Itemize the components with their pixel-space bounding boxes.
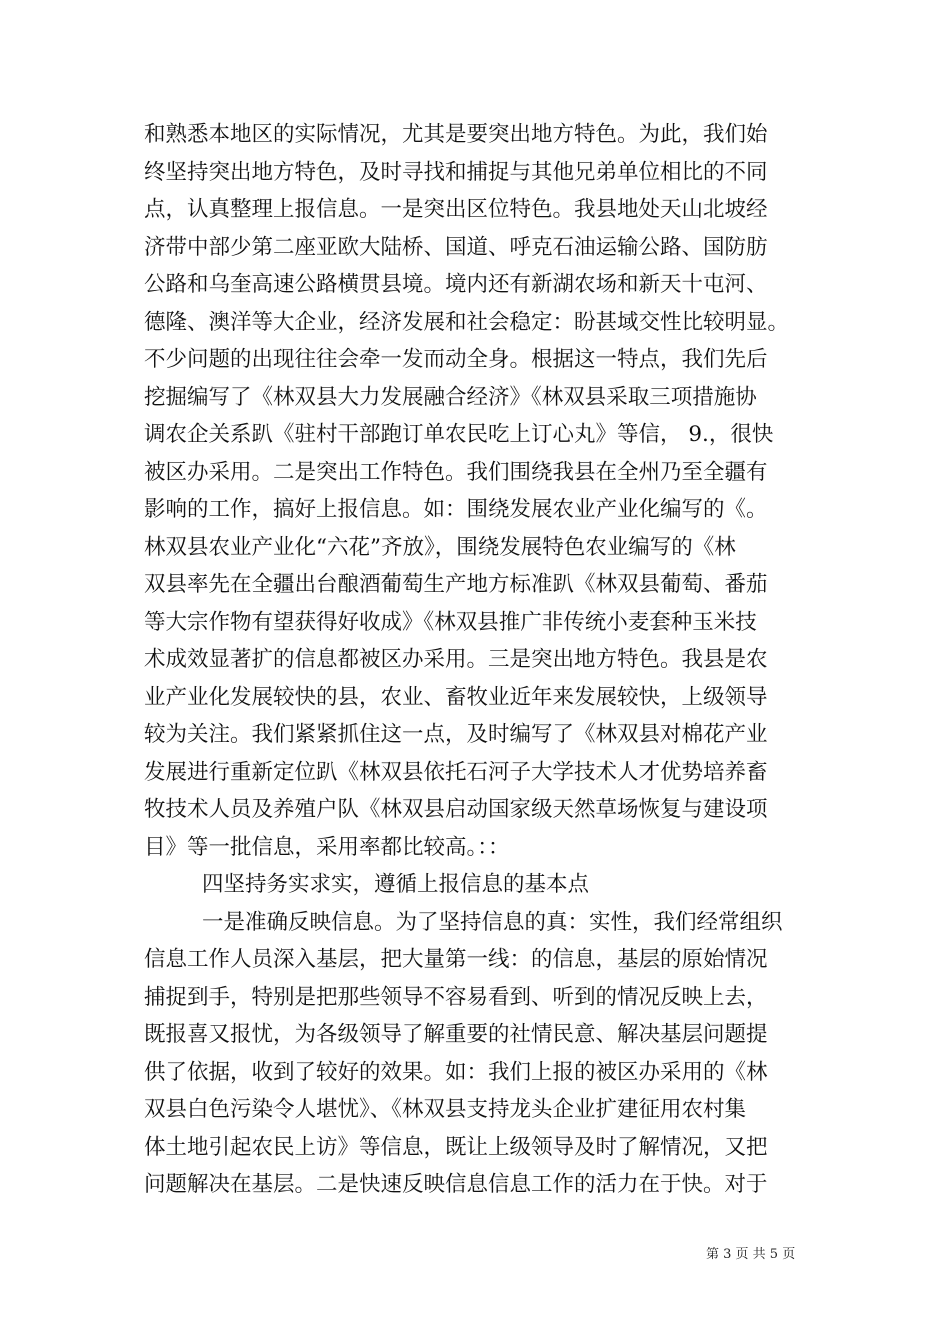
text-line: 捕捉到手，特别是把那些领导不容易看到、听到的情况反映上去， <box>144 984 768 1010</box>
text-line: 和熟悉本地区的实际情况，尤其是要突出地方特色。为此，我们始 <box>144 122 768 147</box>
text-line: 目》等一批信息，采用率都比较高。：： <box>144 834 510 860</box>
text-line: 业产业化发展较快的县，农业、畜牧业近年来发展较快，上级领导 <box>144 684 768 710</box>
text-line: 双县率先在全疆出台酿酒葡萄生产地方标准趴《林双县葡萄、番茄 <box>144 572 768 597</box>
text-line: 牧技术人员及养殖户队《林双县启动国家级天然草场恢复与建设项 <box>144 797 768 822</box>
text-line: 德隆、澳洋等大企业，经济发展和社会稳定：盼甚域交性比较明显。 <box>144 309 790 335</box>
text-line: 术成效显著扩的信息都被区办采用。三是突出地方特色。我县是农 <box>144 647 768 672</box>
text-line: 挖掘编写了《林双县大力发展融合经济》《林双县采取三项措施协 <box>144 384 757 410</box>
paragraph-2 <box>144 904 824 1204</box>
text-line: 公路和乌奎高速公路横贯县境。境内还有新湖农场和新天十屯河、 <box>144 272 768 297</box>
text-line: 等大宗作物有望获得好收成》《林双县推广非传统小麦套种玉米技 <box>144 609 757 635</box>
text-line: 被区办采用。二是突出工作特色。我们围绕我县在全州乃至全疆有 <box>144 459 768 485</box>
text-line: 信息工作人员深入基层，把大量第一线：的信息，基层的原始情况 <box>144 947 768 972</box>
paragraph-1 <box>144 116 824 866</box>
text-line: 不少问题的出现往往会牵一发而动全身。根据这一特点，我们先后 <box>144 347 768 372</box>
section-heading: 四坚持务实求实，遵循上报信息的基本点 <box>202 872 590 897</box>
text-line: 供了依据，收到了较好的效果。如：我们上报的被区办采用的《林 <box>144 1059 768 1085</box>
text-line: 体土地引起农民上访》等信息，既让上级领导及时了解情况，又把 <box>144 1134 768 1160</box>
text-line: 终坚持突出地方特色，及时寻找和捕捉与其他兄弟单位相比的不同 <box>144 159 768 185</box>
text-line: 济带中部少第二座亚欧大陆桥、国道、呼克石油运输公路、国防肪 <box>144 234 768 260</box>
text-line: 较为关注。我们紧紧抓住这一点，及时编写了《林双县对棉花产业 <box>144 722 768 747</box>
text-line: 点，认真整理上报信息。一是突出区位特色。我县地处天山北坡经 <box>144 197 768 222</box>
text-line: 一是准确反映信息。为了坚持信息的真：实性，我们经常组织 <box>202 909 783 935</box>
text-line: 既报喜又报忧，为各级领导了解重要的社情民意、解决基层问题提 <box>144 1022 768 1047</box>
body-text <box>144 116 824 1204</box>
text-line: 双县白色污染令人堪忧》、《林双县支持龙头企业扩建征用农村集 <box>144 1097 747 1122</box>
text-line: 林双县农业产业化“六花”齐放》，围绕发展特色农业编写的《林 <box>144 534 736 560</box>
text-line: 影响的工作，搞好上报信息。如：围绕发展农业产业化编写的《。 <box>144 497 768 522</box>
text-line: 问题解决在基层。二是快速反映信息信息工作的活力在于快。对于 <box>144 1172 768 1197</box>
text-line: 调农企关系趴《驻村干部跑订单农民吃上订心丸》等信， 9.，很快 <box>144 422 774 447</box>
page-number-footer: 第 3 页 共 5 页 <box>706 1247 796 1262</box>
text-line: 发展进行重新定位趴《林双县依托石河子大学技术人才优势培养畜 <box>144 759 768 785</box>
